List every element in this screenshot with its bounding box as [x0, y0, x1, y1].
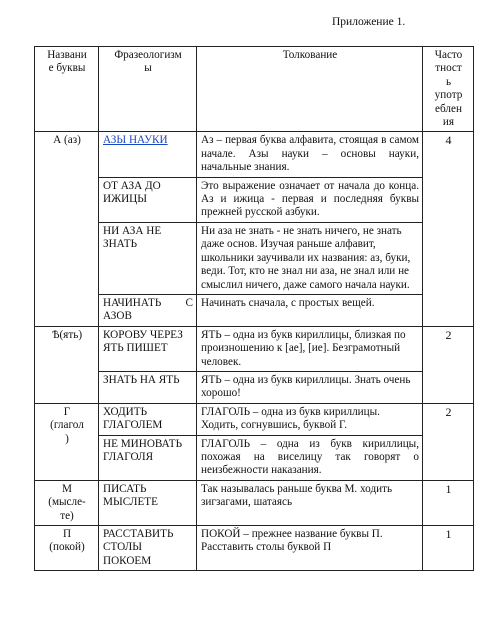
table-row: [35, 294, 474, 326]
table-row: [35, 177, 474, 222]
table-row: [35, 371, 474, 403]
phrase-cell: РАССТАВИТЬ СТОЛЫ ПОКОЕМ: [99, 526, 197, 571]
phrase-cell: ЗНАТЬ НА ЯТЬ: [99, 371, 197, 403]
interp-cell: Это выражение означает от начала до конца. Аз и ижица - первая и последняя буквы прежней русской азбуки.: [197, 177, 423, 222]
table-row: [35, 403, 474, 435]
freq-cell: 2: [423, 326, 474, 403]
header-phrase: Фразеологизм ы: [99, 47, 197, 132]
header-interp: Толкование: [197, 47, 423, 132]
interp-cell: ЯТЬ – одна из букв кириллицы, близкая по произношению к [ае], [ие]. Безграмотный человек.: [197, 326, 423, 371]
header-letter: Названи е буквы: [35, 47, 99, 132]
interp-cell: Аз – первая буква алфавита, стоящая в самом начале. Азы науки – основы науки, начальные знания.: [197, 132, 423, 177]
phrase-link[interactable]: АЗЫ НАУКИ: [103, 134, 168, 147]
phrase-cell: ПИСАТЬ МЫСЛЕТЕ: [99, 480, 197, 525]
interp-cell: ЯТЬ – одна из букв кириллицы. Знать очень хорошо!: [197, 371, 423, 403]
phrase-cell: ХОДИТЬ ГЛАГОЛЕМ: [99, 403, 197, 435]
table-row: [35, 326, 474, 371]
freq-cell: 1: [423, 480, 474, 525]
freq-cell: 2: [423, 403, 474, 480]
interp-cell: Ни аза не знать - не знать ничего, не знать даже основ. Изучая раньше алфавит, школьники заучивали их названия: аз, буки, веди. Тот, кто не знал ни аза, не знал или не смыслил ничего, даже самого начала науки.: [197, 222, 423, 294]
phrase-cell[interactable]: [99, 132, 197, 177]
letter-cell: Ѣ(ять): [35, 326, 99, 403]
header-row: [35, 47, 474, 132]
phrase-cell: НЕ МИНОВАТЬ ГЛАГОЛЯ: [99, 435, 197, 480]
interp-cell: ПОКОЙ – прежнее название буквы П. Расставить столы буквой П: [197, 526, 423, 571]
page-title: Приложение 1.: [332, 16, 406, 28]
freq-cell: 4: [423, 132, 474, 326]
letter-cell: Г (глагол ): [35, 403, 99, 480]
phraseology-table: [34, 46, 474, 571]
letter-cell: М (мысле- те): [35, 480, 99, 525]
interp-cell: ГЛАГОЛЬ – одна из букв кириллицы, похожая на виселицу так говорят о неизбежности наказания.: [197, 435, 423, 480]
table-row: [35, 222, 474, 294]
phrase-cell: КОРОВУ ЧЕРЕЗ ЯТЬ ПИШЕТ: [99, 326, 197, 371]
interp-cell: Так называлась раньше буква М. ходить зигзагами, шатаясь: [197, 480, 423, 525]
phrase-cell: НАЧИНАТЬ С АЗОВ: [99, 294, 197, 326]
letter-cell: П (покой): [35, 526, 99, 571]
freq-cell: 1: [423, 526, 474, 571]
table-row: [35, 480, 474, 525]
phrase-cell: НИ АЗА НЕ ЗНАТЬ: [99, 222, 197, 294]
table-row: [35, 132, 474, 177]
interp-cell: ГЛАГОЛЬ – одна из букв кириллицы. Ходить, согнувшись, буквой Г.: [197, 403, 423, 435]
phrase-cell: ОТ АЗА ДО ИЖИЦЫ: [99, 177, 197, 222]
interp-cell: Начинать сначала, с простых вещей.: [197, 294, 423, 326]
header-freq: Часто тност ь употр еблен ия: [423, 47, 474, 132]
letter-cell: А (аз): [35, 132, 99, 326]
table-row: [35, 435, 474, 480]
table-row: [35, 526, 474, 571]
